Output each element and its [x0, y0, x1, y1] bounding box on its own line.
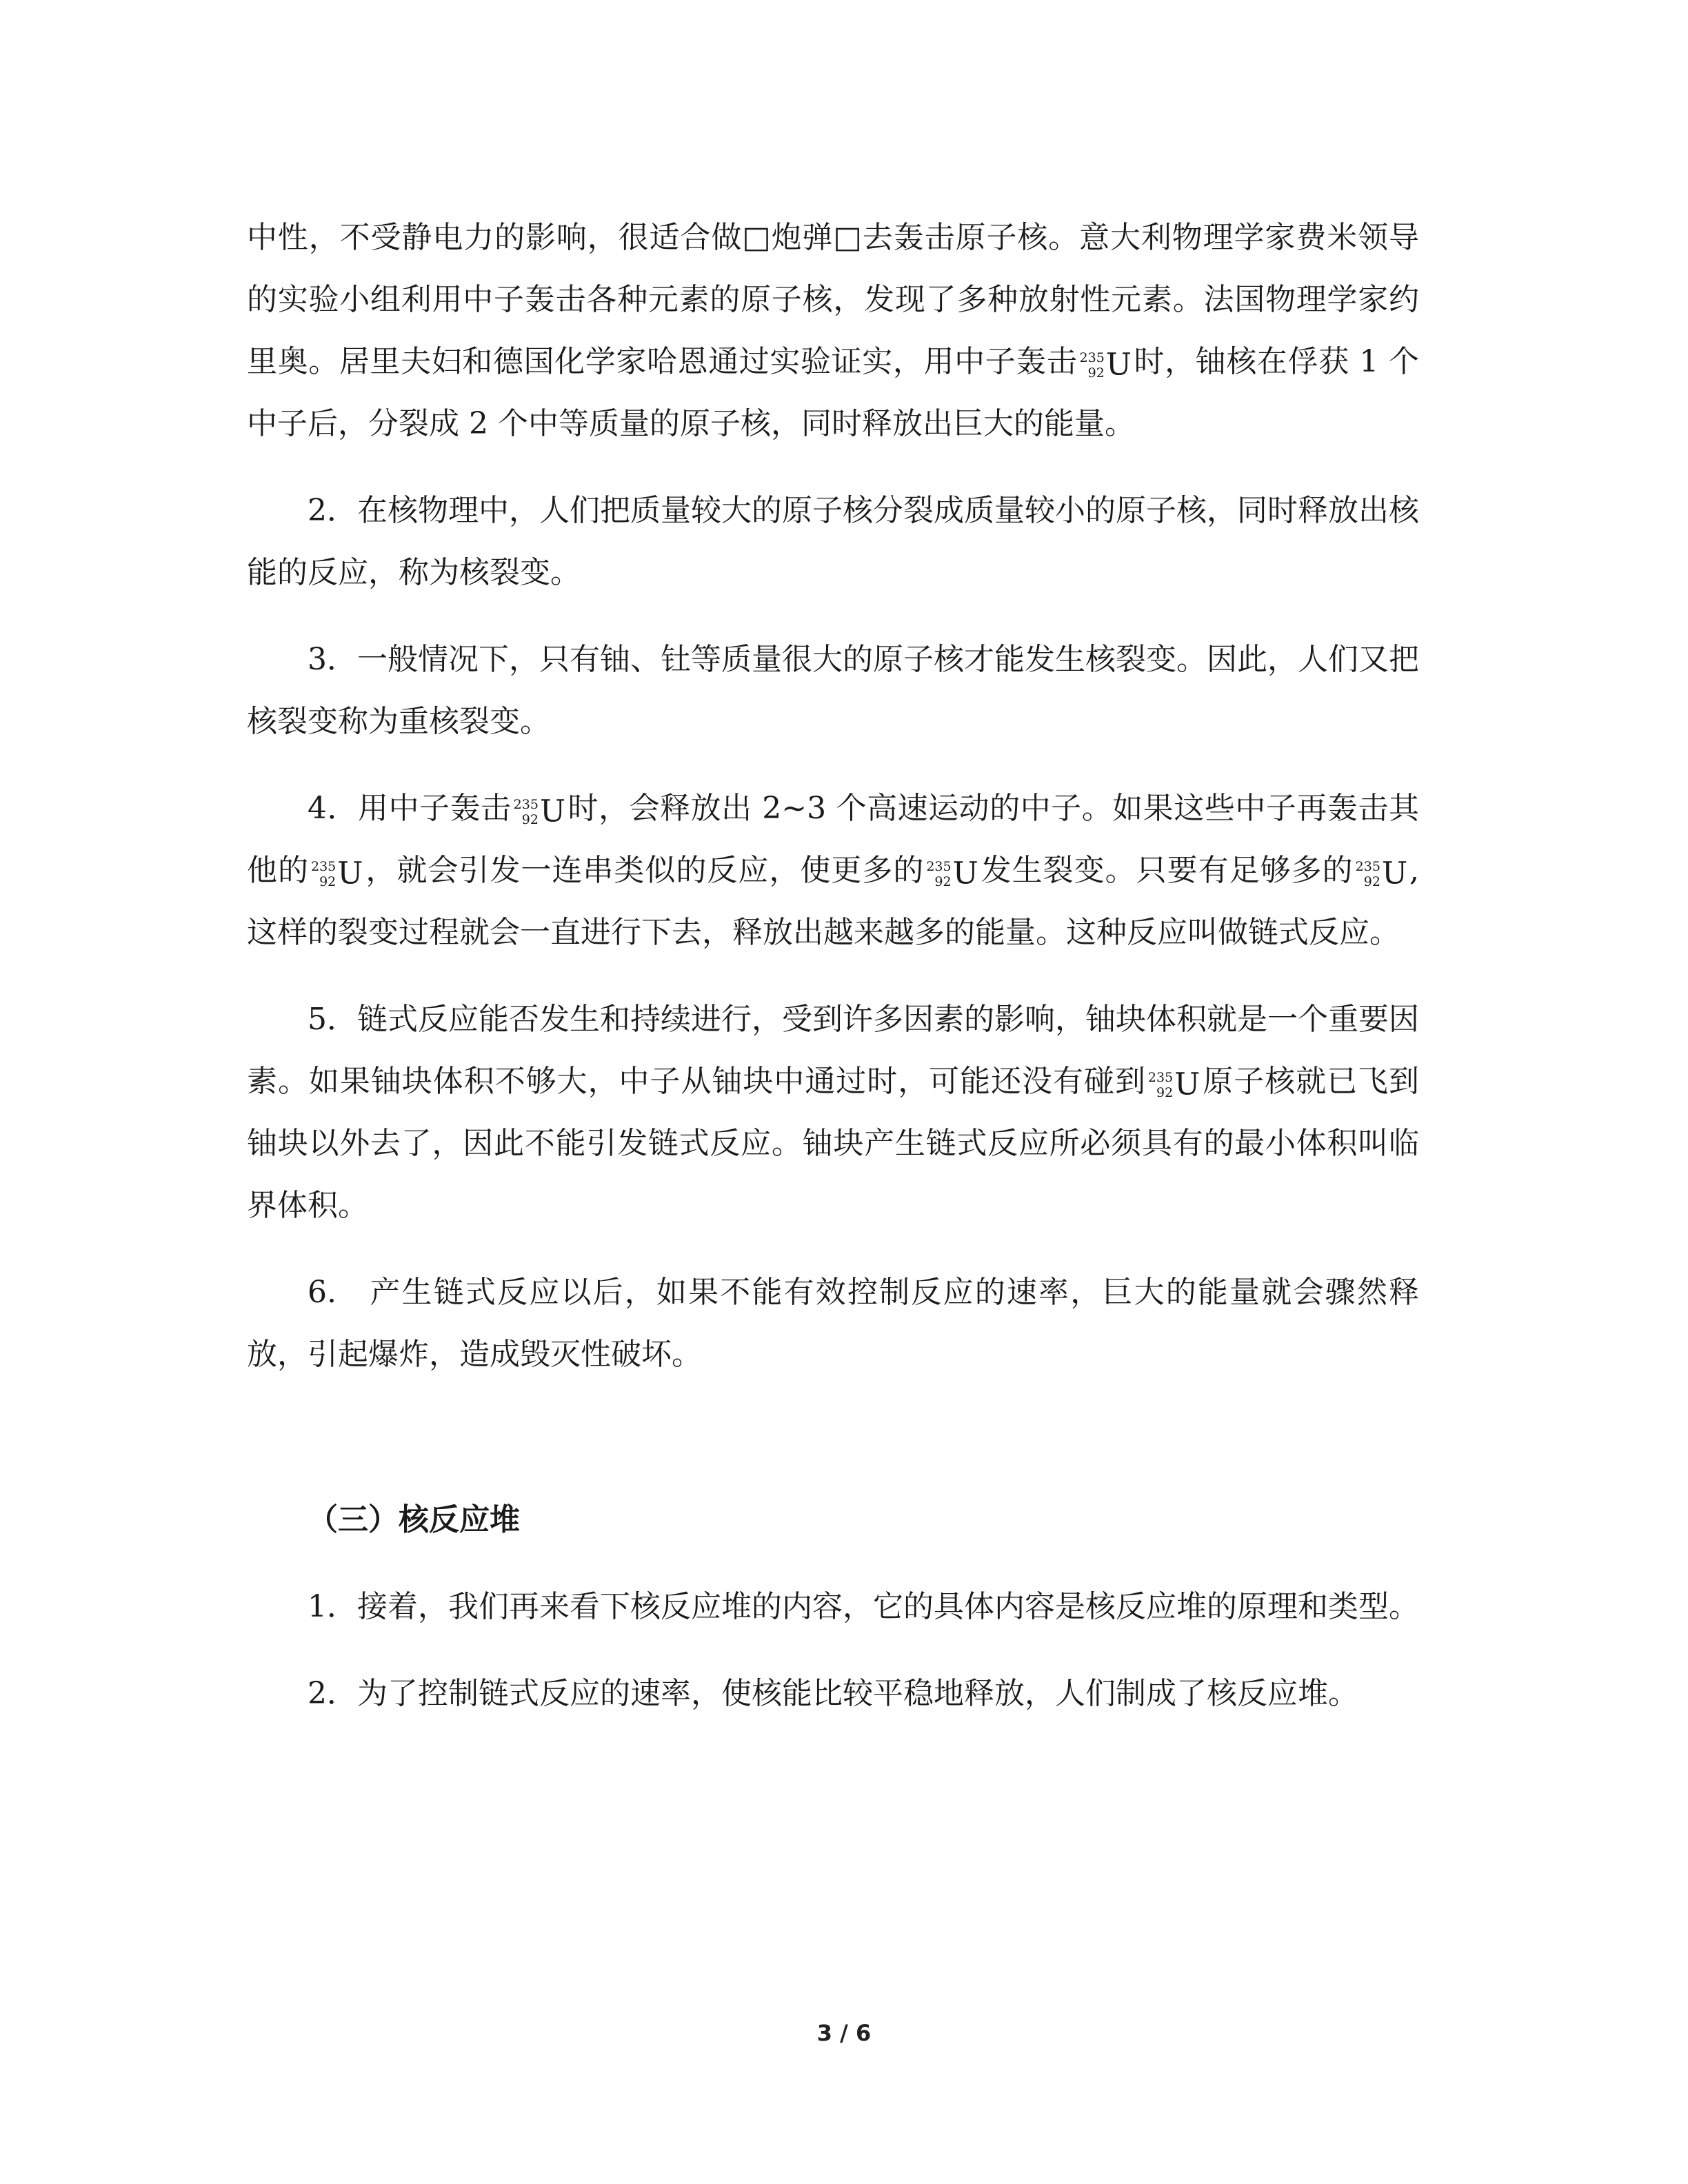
document-body — [247, 207, 1419, 1725]
paragraph-7: 1．接着，我们再来看下核反应堆的内容，它的具体内容是核反应堆的原理和类型。 — [308, 1589, 1419, 1624]
paragraph-3: 3．一般情况下，只有铀、钍等质量很大的原子核才能发生核裂变。因此，人们又把核裂变称为重核裂变。 — [247, 642, 1419, 739]
paragraph-2: 2．在核物理中，人们把质量较大的原子核分裂成质量较小的原子核，同时释放出核能的反应，称为核裂变。 — [247, 493, 1419, 590]
paragraph-8: 2．为了控制链式反应的速率，使核能比较平稳地释放，人们制成了核反应堆。 — [308, 1676, 1358, 1711]
paragraph-6: 6. 产生链式反应以后，如果不能有效控制反应的速率，巨大的能量就会骤然释放，引起爆炸，造成毁灭性破坏。 — [247, 1275, 1419, 1372]
paragraph-continued: 中性，不受静电力的影响，很适合做□炮弹□去轰击原子核。意大利物理学家费米领导的实验小组利用中子轰击各种元素的原子核，发现了多种放射性元素。法国物理学家约里奥。居里夫妇和德国化学家哈恩通过实验证实，用中子轰击 235 92 U时，铀核在俘获 1 个中子后，分裂成 2 个中等质量的原子核，同时释放出巨大的能量。 — [247, 220, 1420, 441]
paragraph-4: 4．用中子轰击 235 92 U时，会释放出 2~3 个高速运动的中子。如果这些中子再轰击其他的 235 92 U，就会引发一连串类似的反应，使更多的 235 92 U发生裂变。只要有足够多的 235 92 U,这样的裂变过程就会一直进行下去，释放出越来越多的能量。这种反应叫做链式反应。 — [247, 791, 1420, 950]
section-heading: （三）核反应堆 — [308, 1502, 520, 1537]
isotope-u235: 235 92 U — [513, 793, 566, 829]
isotope-u235: 235 92 U — [1147, 1066, 1200, 1102]
isotope-u235: 235 92 U — [926, 856, 978, 891]
isotope-u235: 235 92 U — [311, 856, 363, 891]
paragraph-5: 5．链式反应能否发生和持续进行，受到许多因素的影响，铀块体积就是一个重要因素。如果铀块体积不够大，中子从铀块中通过时，可能还没有碰到 235 92 U原子核就已飞到铀块以外去了，因此不能引发链式反应。铀块产生链式反应所必须具有的最小体积叫临界体积。 — [247, 1002, 1420, 1223]
isotope-u235: 235 92 U — [1355, 856, 1408, 891]
isotope-u235: 235 92 U — [1079, 347, 1132, 383]
page-number: 3 / 6 — [816, 2020, 872, 2046]
